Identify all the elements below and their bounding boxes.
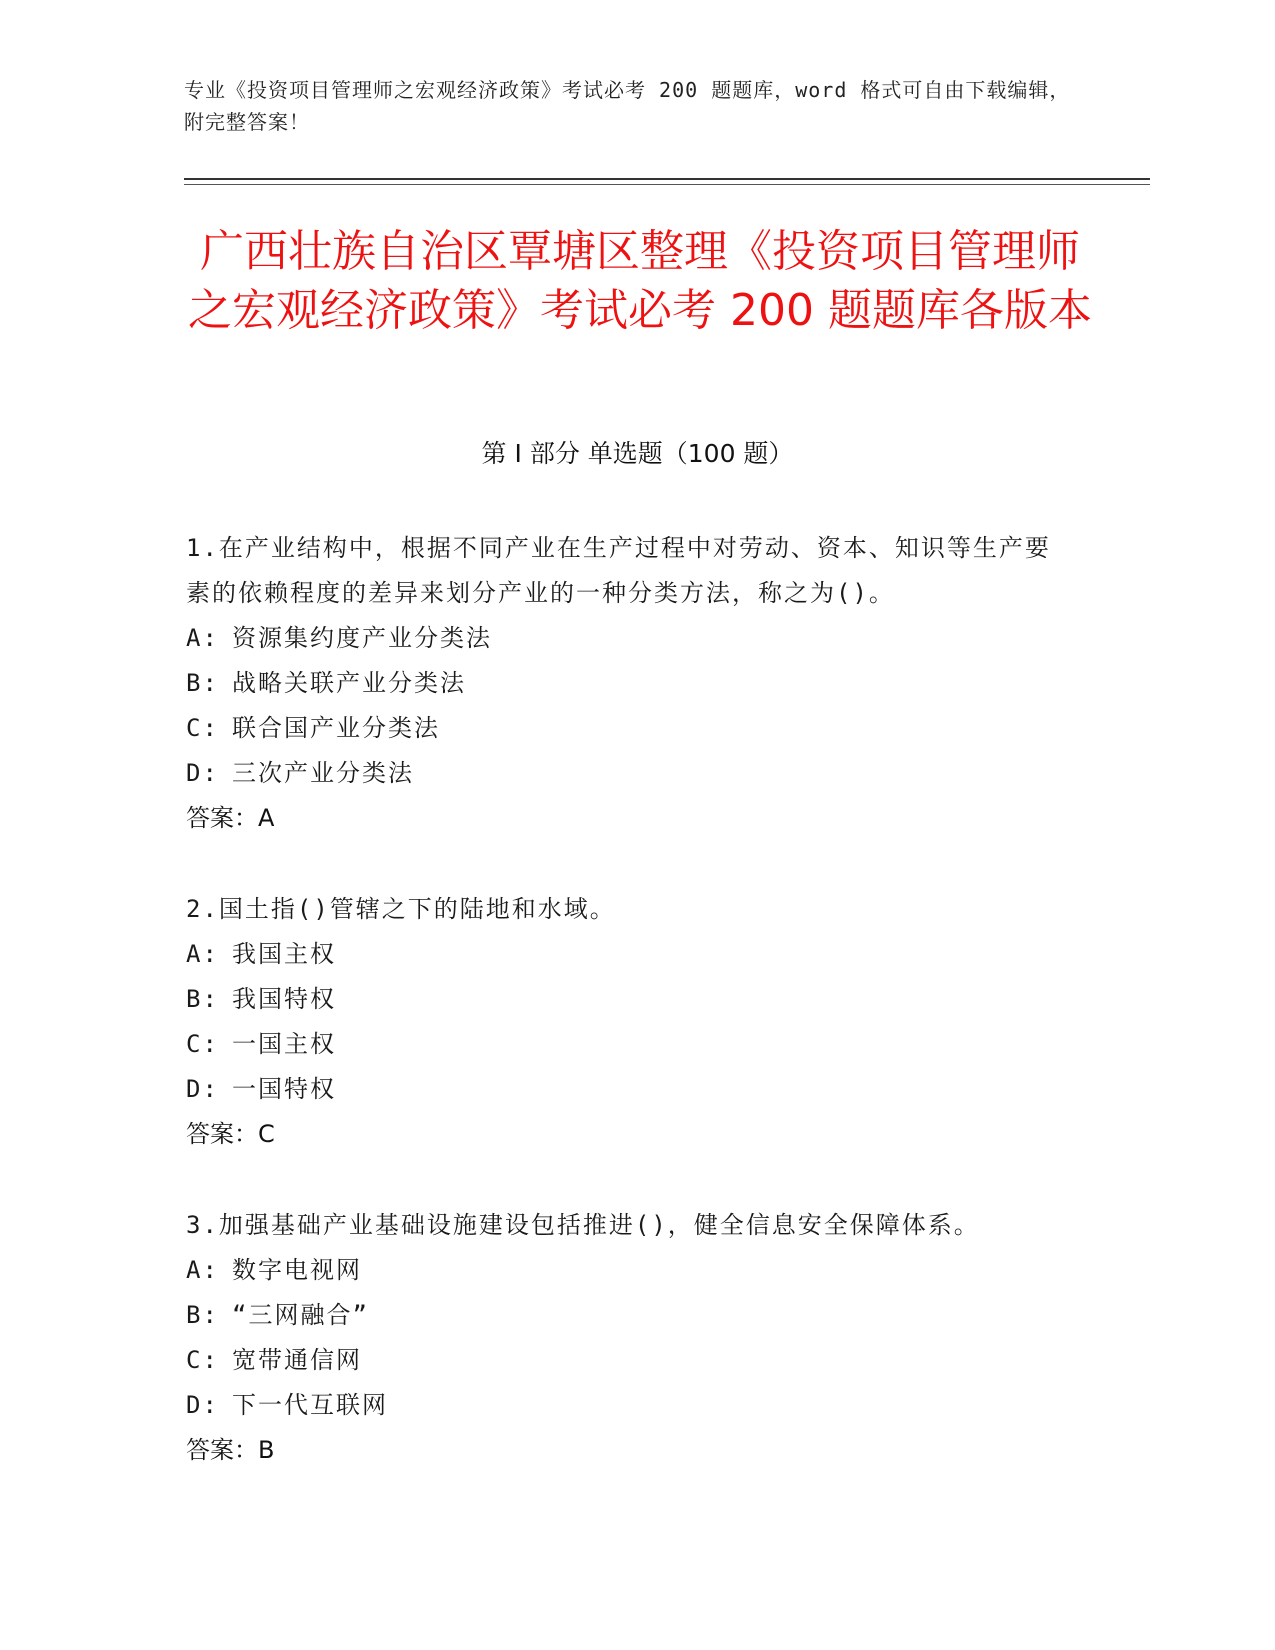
answer-line: 答案：A (186, 804, 275, 832)
option-text: 宽带通信网 (232, 1346, 362, 1374)
option-text: 联合国产业分类法 (232, 714, 440, 742)
header-note: 专业《投资项目管理师之宏观经济政策》考试必考 200 题题库，word 格式可自由下载编辑，附完整答案！ (184, 78, 1071, 134)
header-divider-thin (184, 184, 1150, 185)
question-stem: 3.加强基础产业基础设施建设包括推进()，健全信息安全保障体系。 (186, 1211, 980, 1239)
option-b (186, 977, 1066, 1022)
section-heading: 第 I 部分 单选题（100 题） (481, 439, 794, 468)
question-item (186, 526, 1066, 841)
option-key: A: (186, 624, 219, 652)
option-c (186, 706, 1066, 751)
option-key: B: (186, 1301, 219, 1329)
question-stem: 1.在产业结构中，根据不同产业在生产过程中对劳动、资本、知识等生产要素的依赖程度的差异来划分产业的一种分类方法，称之为()。 (186, 534, 1051, 607)
option-text: 数字电视网 (232, 1256, 362, 1284)
answer-line: 答案：C (186, 1120, 275, 1148)
option-key: D: (186, 1075, 219, 1103)
option-a (186, 932, 1066, 977)
option-b (186, 1293, 1066, 1338)
option-text: 战略关联产业分类法 (232, 669, 466, 697)
option-a (186, 616, 1066, 661)
header-divider-thick (184, 178, 1150, 180)
option-key: B: (186, 669, 219, 697)
option-text: 资源集约度产业分类法 (232, 624, 492, 652)
answer-line: 答案：B (186, 1436, 275, 1464)
question-item (186, 887, 1066, 1157)
option-key: C: (186, 1346, 219, 1374)
question-stem: 2.国土指()管辖之下的陆地和水域。 (186, 895, 616, 923)
option-key: C: (186, 714, 219, 742)
option-text: 一国主权 (232, 1030, 336, 1058)
option-c (186, 1022, 1066, 1067)
option-key: D: (186, 1391, 219, 1419)
option-key: C: (186, 1030, 219, 1058)
option-key: D: (186, 759, 219, 787)
option-text: 一国特权 (232, 1075, 336, 1103)
option-text: “三网融合” (232, 1301, 369, 1329)
option-d (186, 1067, 1066, 1112)
option-text: 下一代互联网 (232, 1391, 388, 1419)
document-title: 广西壮族自治区覃塘区整理《投资项目管理师之宏观经济政策》考试必考 200 题题库各版本 (188, 226, 1092, 336)
option-key: B: (186, 985, 219, 1013)
question-list (186, 526, 1066, 1519)
option-c (186, 1338, 1066, 1383)
question-item (186, 1203, 1066, 1473)
option-b (186, 661, 1066, 706)
option-text: 三次产业分类法 (232, 759, 414, 787)
option-d (186, 751, 1066, 796)
option-text: 我国主权 (232, 940, 336, 968)
option-d (186, 1383, 1066, 1428)
option-a (186, 1248, 1066, 1293)
option-key: A: (186, 1256, 219, 1284)
option-text: 我国特权 (232, 985, 336, 1013)
option-key: A: (186, 940, 219, 968)
